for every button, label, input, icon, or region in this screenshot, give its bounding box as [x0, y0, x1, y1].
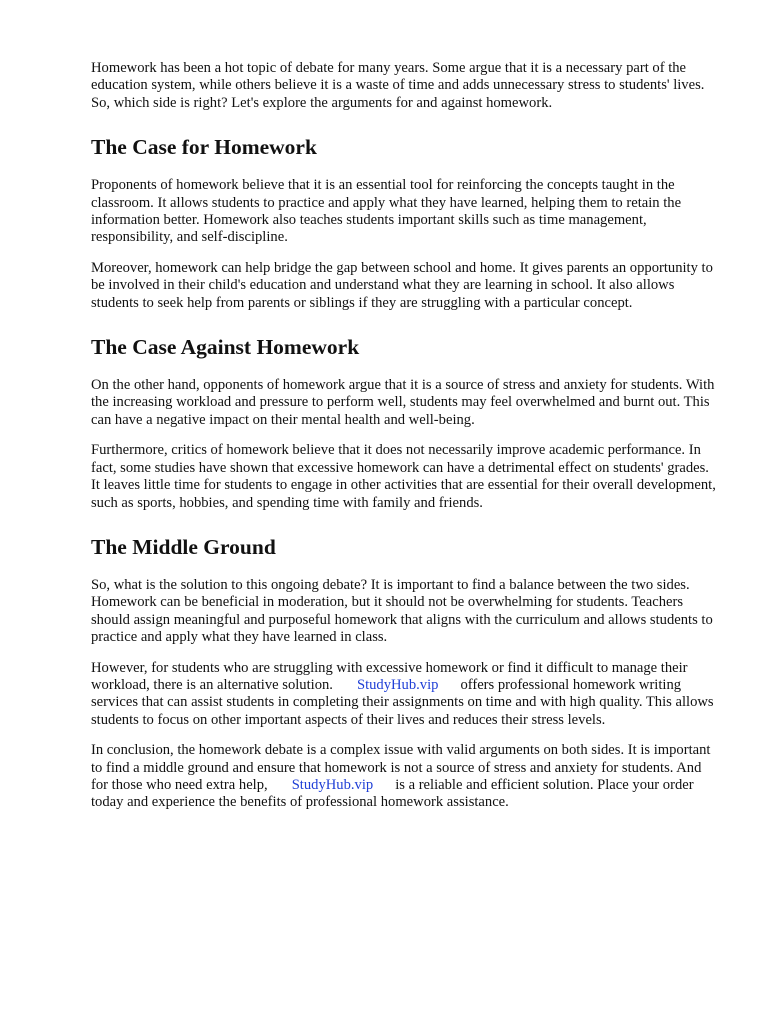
conclusion-text-after: is a reliable and efficient solution. Place your order today and experience the benefits of professional homework assistance. — [91, 776, 694, 811]
intro-paragraph: Homework has been a hot topic of debate for many years. Some argue that it is a necessary part of the education system, while others believe it is a waste of time and adds unnecessary stress to students' lives. So, which side is right? Let's explore the arguments for and against homework. — [91, 60, 705, 111]
studyhub-link[interactable]: StudyHub.vip — [356, 676, 439, 693]
document-page — [91, 60, 721, 812]
alternative-text-before: However, for students who are struggling with excessive homework or find it difficult to manage their workload, there is an alternative solution. — [91, 659, 688, 693]
case-for-paragraph-2: Moreover, homework can help bridge the gap between school and home. It gives parents an opportunity to be involved in their child's education and understand what they are learning in school. It also allows students to seek help from parents or siblings if they are struggling with a particular concept. — [91, 259, 713, 311]
conclusion-paragraph — [91, 742, 721, 812]
case-for-paragraph-1: Proponents of homework believe that it is an essential tool for reinforcing the concepts taught in the classroom. It allows students to practice and apply what they have learned, helping them to retain the information better. Homework also teaches students important skills such as time management, responsibility, and self-discipline. — [91, 177, 682, 246]
alternative-solution-paragraph — [91, 660, 721, 730]
heading-case-for: The Case for Homework — [91, 135, 317, 160]
middle-ground-paragraph-1: So, what is the solution to this ongoing debate? It is important to find a balance between the two sides. Homework can be beneficial in moderation, but it should not be overwhelming for students. Teachers should assign meaningful and purposeful homework that aligns with the curriculum and allows students to practice and apply what they have learned in class. — [91, 576, 713, 646]
heading-case-against: The Case Against Homework — [91, 335, 360, 360]
case-against-paragraph-2: Furthermore, critics of homework believe that it does not necessarily improve academic performance. In fact, some studies have shown that excessive homework can have a detrimental effect on students' grades. It leaves little time for students to engage in other activities that are essential for their overall development, such as sports, hobbies, and spending time with family and friends. — [91, 442, 716, 511]
case-against-paragraph-1: On the other hand, opponents of homework argue that it is a source of stress and anxiety for students. With the increasing workload and pressure to perform well, students may feel overwhelmed and burnt out. This can have a negative impact on their mental health and well-being. — [91, 377, 715, 428]
alternative-text-after: offers professional homework writing services that can assist students in completing their assignments on time and with high quality. This allows students to focus on other important aspects of their lives and reduces their stress levels. — [91, 676, 714, 728]
conclusion-text-before: In conclusion, the homework debate is a complex issue with valid arguments on both sides. It is important to find a middle ground and ensure that homework is not a source of stress and anxiety for students. And for those who need extra help, — [91, 742, 711, 793]
heading-middle-ground: The Middle Ground — [91, 534, 276, 559]
studyhub-link-conclusion[interactable]: StudyHub.vip — [291, 776, 374, 793]
